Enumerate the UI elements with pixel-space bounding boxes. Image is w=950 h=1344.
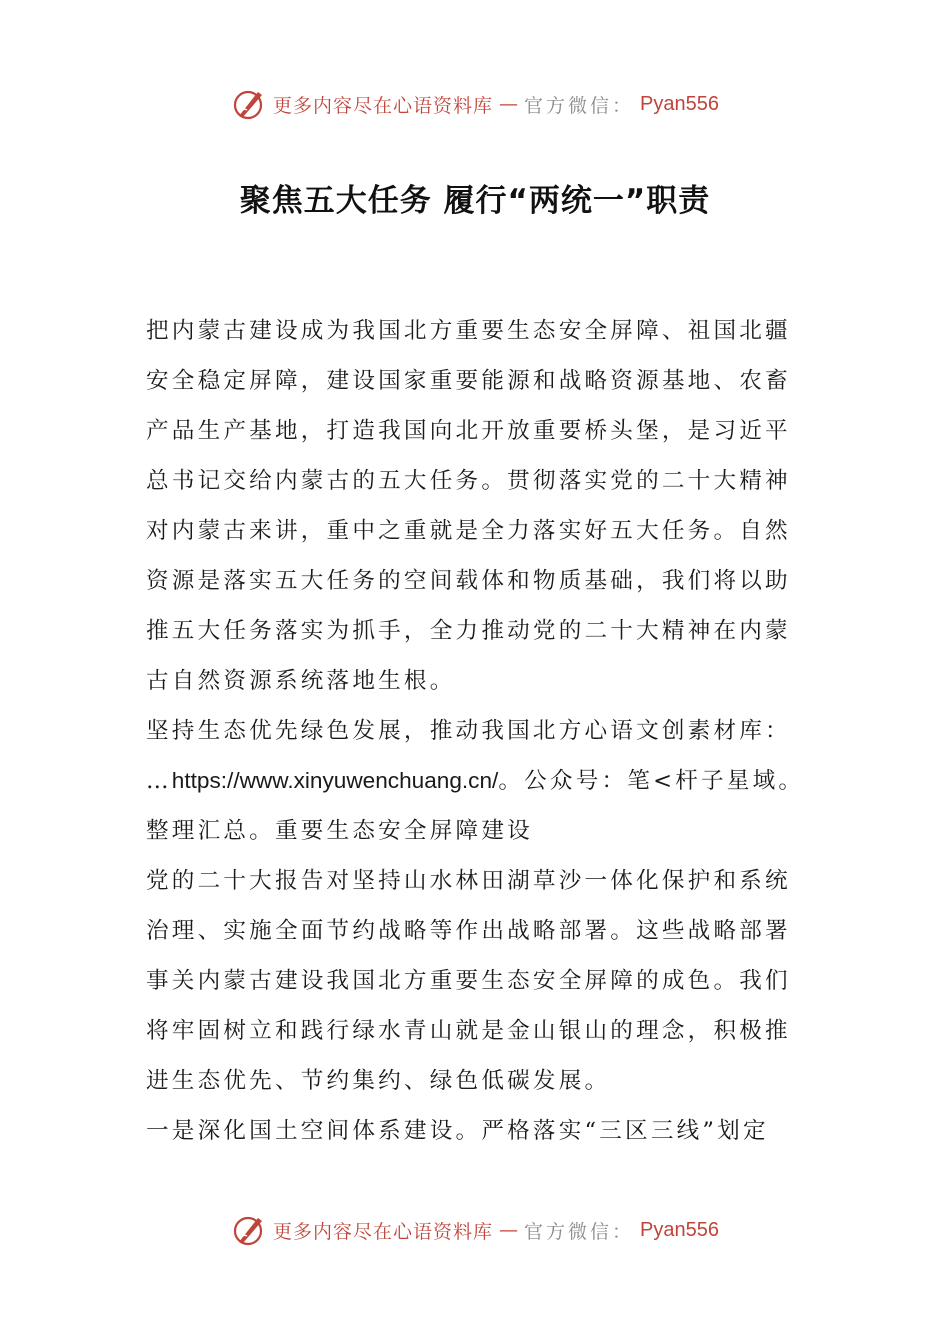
header-official-text: 官方微信： bbox=[524, 94, 635, 117]
quill-logo-icon bbox=[231, 86, 267, 122]
footer-official-text: 官方微信： bbox=[524, 1220, 635, 1243]
header-wechat-id: Pyan556 bbox=[640, 92, 719, 115]
paragraph-section-heading-continued: 整理汇总。重要生态安全屏障建设 bbox=[146, 818, 533, 844]
footer-dash: — bbox=[499, 1219, 519, 1241]
footer-wechat-id: Pyan556 bbox=[640, 1218, 719, 1241]
page-title: 聚焦五大任务 履行“两统一”职责 bbox=[239, 183, 711, 219]
paragraph-intro: 把内蒙古建设成为我国北方重要生态安全屏障、祖国北疆安全稳定屏障，建设国家重要能源和战略资源基地、农畜产品生产基地，打造我国向北开放重要桥头堡，是习近平总书记交给内蒙古的五大任务。贯彻落实党的二十大精神对内蒙古来讲，重中之重就是全力落实好五大任务。自然资源是落实五大任务的空间载体和物质基础，我们将以助推五大任务落实为抓手，全力推动党的二十大精神在内蒙古自然资源系统落地生根。 bbox=[146, 318, 791, 694]
paragraph-strategy: 党的二十大报告对坚持山水林田湖草沙一体化保护和系统治理、实施全面节约战略等作出战略部署。这些战略部署事关内蒙古建设我国北方重要生态安全屏障的成色。我们将牢固树立和践行绿水青山就是金山银山的理念，积极推进生态优先、节约集约、绿色低碳发展。 bbox=[146, 868, 791, 1094]
url-suffix: 。公众号：笔<杆子星域。 bbox=[498, 768, 805, 794]
source-url-link[interactable]: https://www.xinyuwenchuang.cn/ bbox=[171, 768, 499, 793]
header-banner bbox=[0, 82, 950, 126]
header-dash: — bbox=[499, 93, 519, 115]
quill-logo-icon bbox=[231, 1212, 267, 1248]
document-body bbox=[146, 306, 816, 1156]
url-line bbox=[146, 756, 816, 806]
url-prefix: … bbox=[146, 768, 172, 794]
paragraph-section-heading: 坚持生态优先绿色发展，推动我国北方心语文创素材库： bbox=[146, 718, 791, 744]
footer-site-text: 更多内容尽在心语资料库 bbox=[273, 1220, 494, 1243]
footer-banner bbox=[0, 1208, 950, 1252]
paragraph-point-one: 一是深化国土空间体系建设。严格落实“三区三线”划定 bbox=[146, 1118, 769, 1144]
header-site-text: 更多内容尽在心语资料库 bbox=[273, 94, 494, 117]
